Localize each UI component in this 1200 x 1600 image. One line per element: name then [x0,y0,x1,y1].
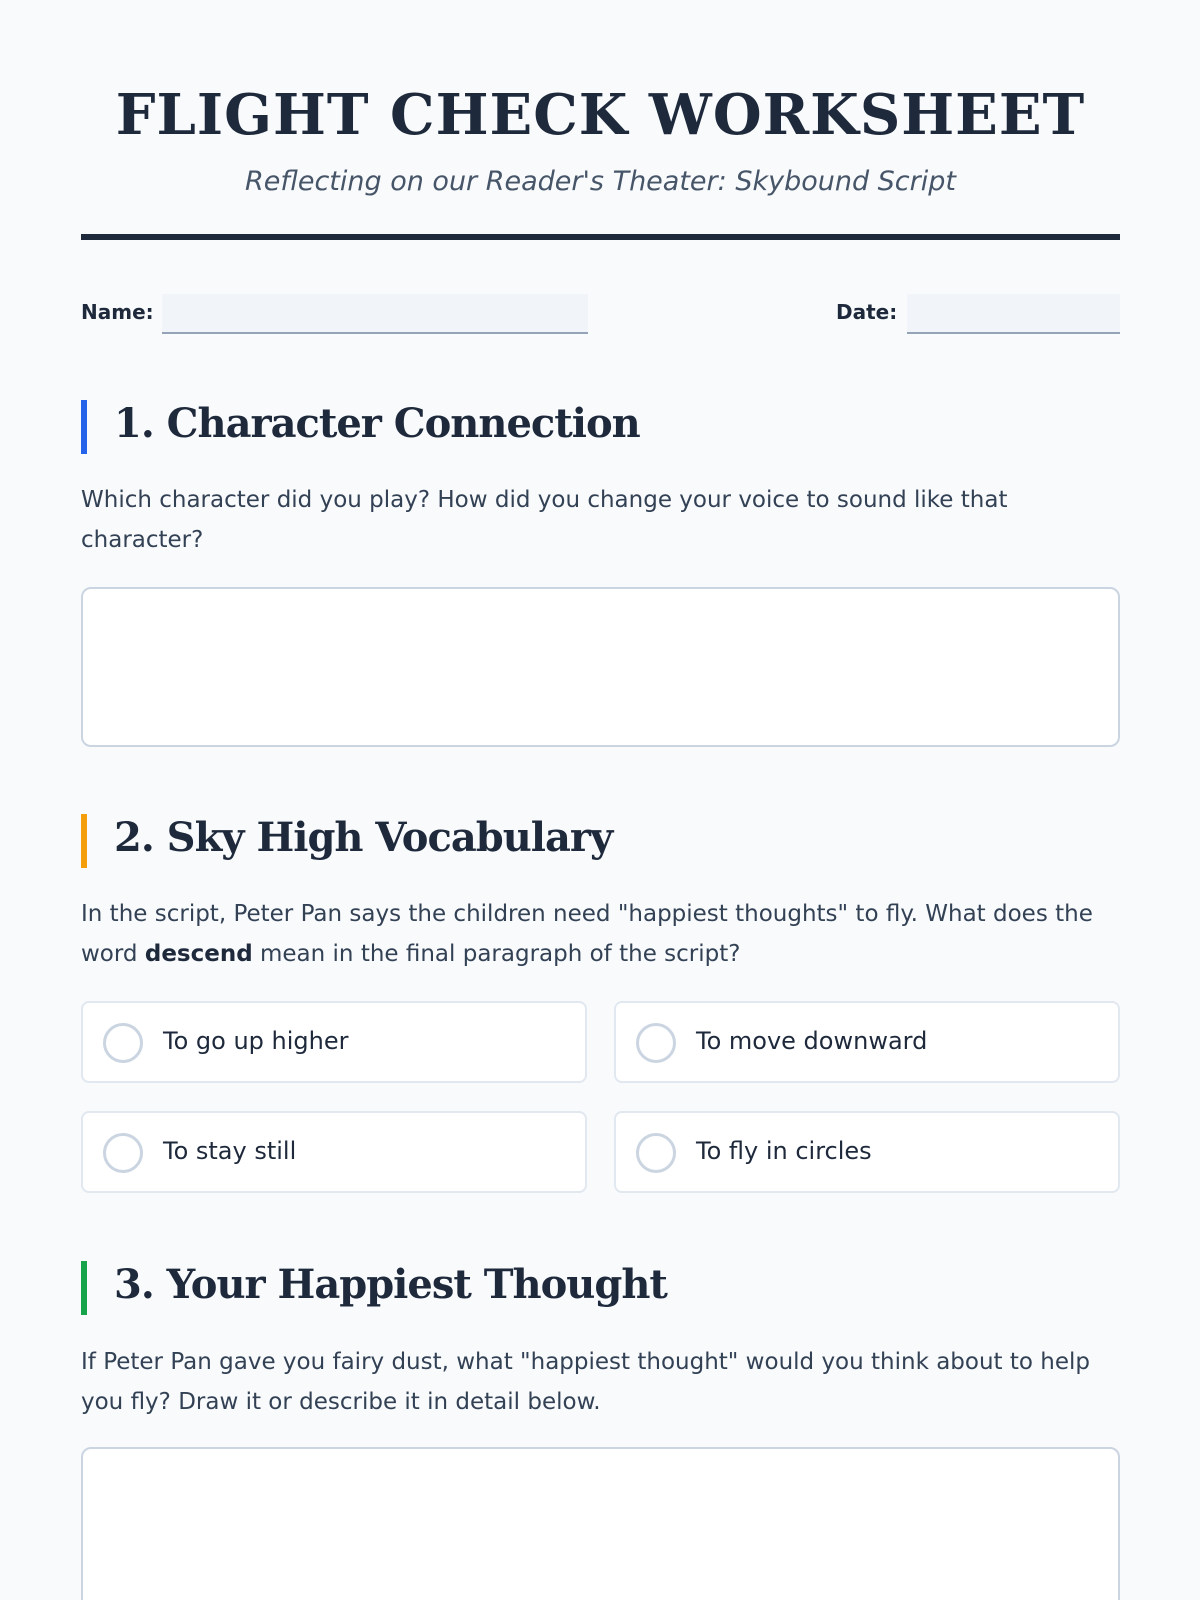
option-label: To fly in circles [696,1137,872,1165]
section-1-accent-bar [81,400,87,454]
section-3-title: 3. Your Happiest Thought [114,1261,667,1308]
section-2-prompt-start: In the script, Peter Pan says the children need "happiest thoughts" to fly. What does the word [81,901,1093,967]
header-divider [81,234,1120,240]
section-1-title: 1. Character Connection [114,400,640,447]
section-3-prompt: If Peter Pan gave you fairy dust, what "happiest thought" would you think about to help you fly? Draw it or describe it in detail below. [81,1349,1091,1415]
option-fly-in-circles[interactable] [614,1111,1120,1193]
option-label: To stay still [163,1137,297,1165]
date-label: Date: [836,300,898,324]
name-label: Name: [81,300,154,324]
vocab-word: descend [144,941,253,967]
section-1-answer-box[interactable] [81,587,1120,747]
section-3-answer-box[interactable] [81,1447,1120,1600]
option-label: To move downward [696,1027,928,1055]
option-stay-still[interactable] [81,1111,587,1193]
option-go-up-higher[interactable] [81,1001,587,1083]
worksheet-page [81,0,1120,1600]
section-2-accent-bar [81,814,87,868]
radio-button[interactable] [636,1133,676,1173]
section-3-accent-bar [81,1261,87,1315]
section-1-prompt: Which character did you play? How did you change your voice to sound like that character? [81,487,1008,553]
name-field[interactable] [162,294,588,334]
radio-button[interactable] [636,1023,676,1063]
radio-button[interactable] [103,1023,143,1063]
section-2-title: 2. Sky High Vocabulary [114,814,613,861]
page-subtitle: Reflecting on our Reader's Theater: Skybound Script [245,166,956,197]
section-2-prompt [81,894,1111,974]
option-label: To go up higher [163,1027,349,1055]
date-field[interactable] [907,294,1120,334]
section-2-prompt-end: mean in the final paragraph of the script? [252,941,741,967]
radio-button[interactable] [103,1133,143,1173]
page-title: FLIGHT CHECK WORKSHEET [115,82,1086,148]
option-move-downward[interactable] [614,1001,1120,1083]
